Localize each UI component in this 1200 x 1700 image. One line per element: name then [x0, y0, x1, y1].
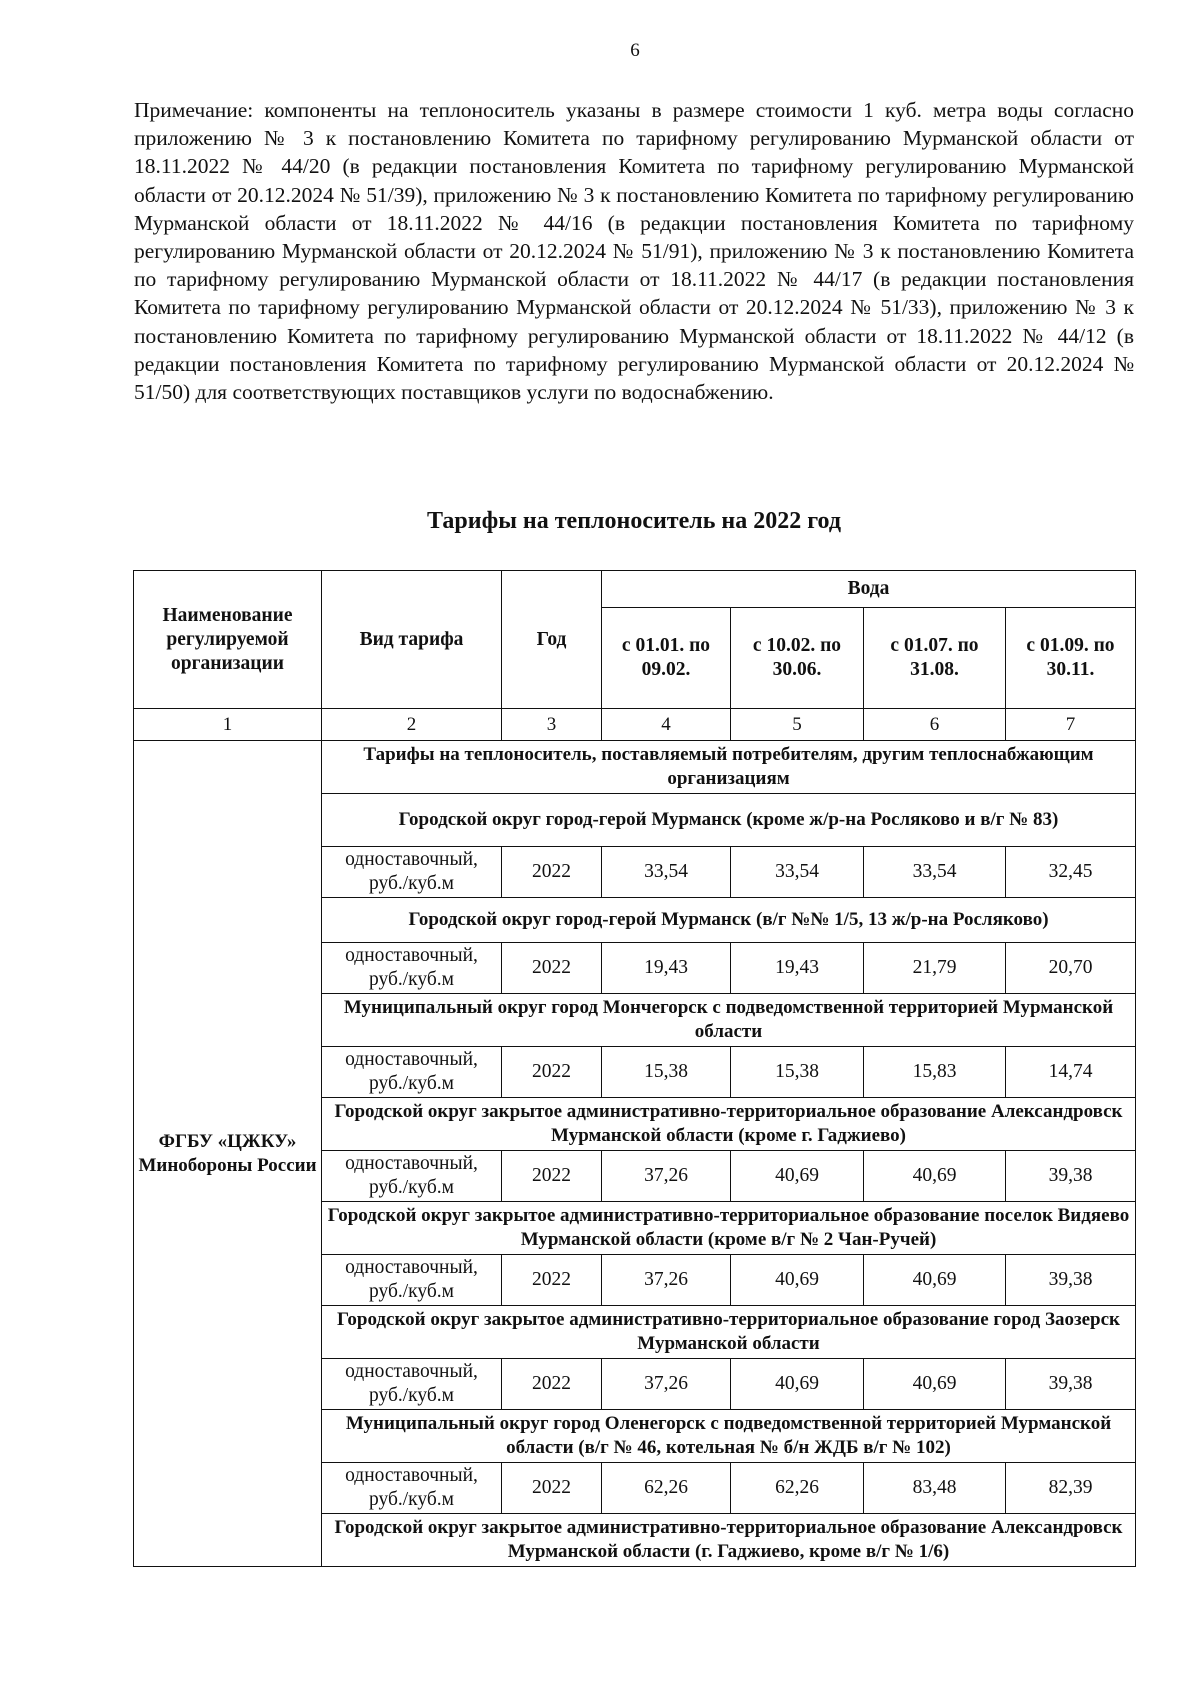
year-cell: 2022: [502, 1151, 602, 1202]
value-cell: 39,38: [1006, 1151, 1136, 1202]
value-cell: 15,83: [864, 1047, 1006, 1098]
column-number: 3: [502, 709, 602, 741]
value-cell: 14,74: [1006, 1047, 1136, 1098]
value-cell: 19,43: [731, 943, 864, 994]
value-cell: 19,43: [602, 943, 731, 994]
value-cell: 37,26: [602, 1151, 731, 1202]
value-cell: 40,69: [864, 1151, 1006, 1202]
group-title: Городской округ город-герой Мурманск (в/г №№ 1/5, 13 ж/р-на Росляково): [322, 898, 1136, 943]
header-period: с 01.09. по 30.11.: [1006, 608, 1136, 709]
header-period: с 01.07. по 31.08.: [864, 608, 1006, 709]
group-title: Городской округ город-герой Мурманск (кроме ж/р-на Росляково и в/г № 83): [322, 794, 1136, 847]
tariff-table: [133, 570, 1136, 1567]
header-org: Наименование регулируемой организации: [134, 571, 322, 709]
year-cell: 2022: [502, 1047, 602, 1098]
column-number: 6: [864, 709, 1006, 741]
section-title-row: [134, 741, 1136, 794]
column-number: 2: [322, 709, 502, 741]
year-cell: 2022: [502, 943, 602, 994]
header-tariff-type: Вид тарифа: [322, 571, 502, 709]
year-cell: 2022: [502, 1255, 602, 1306]
year-cell: 2022: [502, 1359, 602, 1410]
group-title: Городской округ закрытое административно-территориальное образование поселок Видяево Мурманской области (кроме в/г № 2 Чан-Ручей): [322, 1202, 1136, 1255]
value-cell: 37,26: [602, 1359, 731, 1410]
value-cell: 40,69: [731, 1151, 864, 1202]
year-cell: 2022: [502, 1463, 602, 1514]
group-title: Городской округ закрытое административно-территориальное образование Александровск Мурманской области (г. Гаджиево, кроме в/г № 1/6): [322, 1514, 1136, 1567]
value-cell: 62,26: [602, 1463, 731, 1514]
tariff-type-cell: одноставочный, руб./куб.м: [322, 1151, 502, 1202]
column-number: 1: [134, 709, 322, 741]
value-cell: 40,69: [731, 1359, 864, 1410]
group-title: Муниципальный округ город Мончегорск с подведомственной территорией Мурманской области: [322, 994, 1136, 1047]
year-cell: 2022: [502, 847, 602, 898]
table-title: Тарифы на теплоноситель на 2022 год: [427, 508, 841, 534]
value-cell: 39,38: [1006, 1255, 1136, 1306]
value-cell: 33,54: [731, 847, 864, 898]
value-cell: 39,38: [1006, 1359, 1136, 1410]
column-numbers-row: [134, 709, 1136, 741]
tariff-type-cell: одноставочный, руб./куб.м: [322, 1359, 502, 1410]
column-number: 5: [731, 709, 864, 741]
tariff-type-cell: одноставочный, руб./куб.м: [322, 943, 502, 994]
value-cell: 40,69: [864, 1255, 1006, 1306]
tariff-type-cell: одноставочный, руб./куб.м: [322, 847, 502, 898]
tariff-type-cell: одноставочный, руб./куб.м: [322, 1255, 502, 1306]
group-title: Городской округ закрытое административно-территориальное образование Александровск Мурманской области (кроме г. Гаджиево): [322, 1098, 1136, 1151]
value-cell: 33,54: [864, 847, 1006, 898]
value-cell: 40,69: [864, 1359, 1006, 1410]
value-cell: 32,45: [1006, 847, 1136, 898]
value-cell: 62,26: [731, 1463, 864, 1514]
value-cell: 21,79: [864, 943, 1006, 994]
organization-cell: ФГБУ «ЦЖКУ» Минобороны России: [134, 741, 322, 1567]
tariff-type-cell: одноставочный, руб./куб.м: [322, 1047, 502, 1098]
group-title: Муниципальный округ город Оленегорск с подведомственной территорией Мурманской области (в/г № 46, котельная № б/н ЖДБ в/г № 102): [322, 1410, 1136, 1463]
value-cell: 40,69: [731, 1255, 864, 1306]
note-paragraph: Примечание: компоненты на теплоноситель указаны в размере стоимости 1 куб. метра воды согласно приложению № 3 к постановлению Комитета по тарифному регулированию Мурманской области от 18.11.2022 № 44/20 (в редакции постановления Комитета по тарифному регулированию Мурманской области от 20.12.2024 № 51/39), приложению № 3 к постановлению Комитета по тарифному регулированию Мурманской области от 18.11.2022 № 44/16 (в редакции постановления Комитета по тарифному регулированию Мурманской области от 20.12.2024 № 51/91), приложению № 3 к постановлению Комитета по тарифному регулированию Мурманской области от 18.11.2022 № 44/17 (в редакции постановления Комитета по тарифному регулированию Мурманской области от 20.12.2024 № 51/33), приложению № 3 к постановлению Комитета по тарифному регулированию Мурманской области от 18.11.2022 № 44/12 (в редакции постановления Комитета по тарифному регулированию Мурманской области от 20.12.2024 № 51/50) для соответствующих поставщиков услуги по водоснабжению.: [134, 98, 1134, 405]
page-number: 6: [630, 40, 640, 61]
header-period: с 01.01. по 09.02.: [602, 608, 731, 709]
value-cell: 83,48: [864, 1463, 1006, 1514]
value-cell: 15,38: [602, 1047, 731, 1098]
tariff-type-cell: одноставочный, руб./куб.м: [322, 1463, 502, 1514]
group-title: Городской округ закрытое административно-территориальное образование город Заозерск Мурманской области: [322, 1306, 1136, 1359]
header-year: Год: [502, 571, 602, 709]
header-period: с 10.02. по 30.06.: [731, 608, 864, 709]
header-row: [134, 571, 1136, 608]
value-cell: 82,39: [1006, 1463, 1136, 1514]
header-water: Вода: [602, 571, 1136, 608]
value-cell: 15,38: [731, 1047, 864, 1098]
column-number: 4: [602, 709, 731, 741]
value-cell: 37,26: [602, 1255, 731, 1306]
value-cell: 33,54: [602, 847, 731, 898]
section-title: Тарифы на теплоноситель, поставляемый потребителям, другим теплоснабжающим организациям: [322, 741, 1136, 794]
column-number: 7: [1006, 709, 1136, 741]
value-cell: 20,70: [1006, 943, 1136, 994]
